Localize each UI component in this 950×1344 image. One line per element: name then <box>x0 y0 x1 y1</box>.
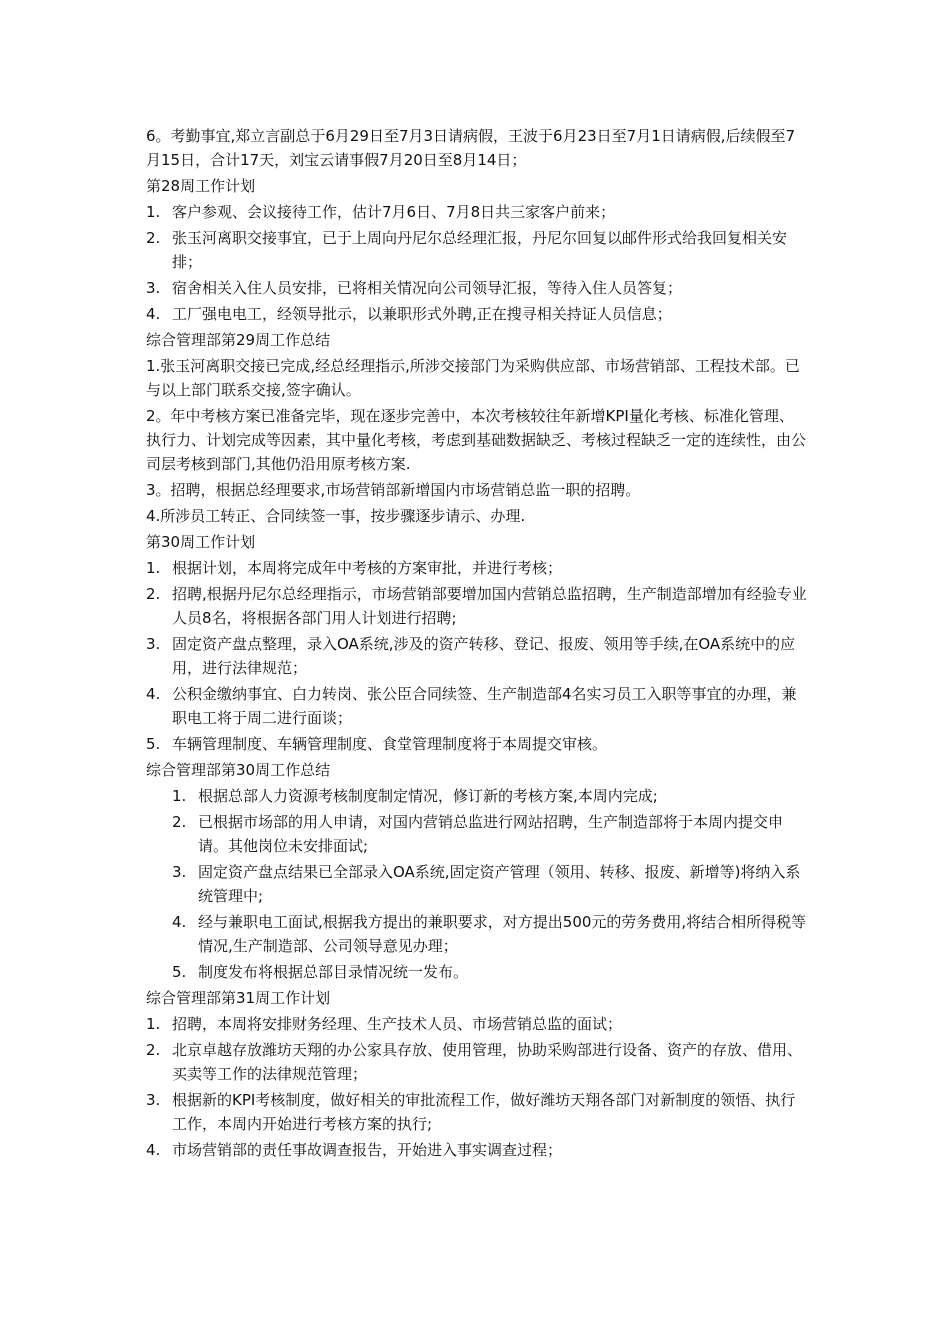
paragraph: 3。招聘，根据总经理要求,市场营销部新增国内市场营销总监一职的招聘。 <box>146 481 641 499</box>
document-body <box>146 124 808 1164</box>
list-item: 1. 客户参观、会议接待工作，估计7月6日、7月8日共三家客户前来； <box>146 203 616 221</box>
list-item: 4. 经与兼职电工面试,根据我方提出的兼职要求，对方提出500元的劳务费用,将结合相所得税等情况,生产制造部、公司领导意见办理； <box>172 913 807 955</box>
heading-week29-summary: 综合管理部第29周工作总结 <box>146 331 331 349</box>
heading-week31-plan: 综合管理部第31周工作计划 <box>146 989 331 1007</box>
week30-summary-list <box>172 784 808 984</box>
week30-plan-list <box>146 556 808 756</box>
week28-plan-list <box>146 200 808 326</box>
list-item: 3. 根据新的KPI考核制度，做好相关的审批流程工作，做好潍坊天翔各部门对新制度的领悟、执行工作，本周内开始进行考核方案的执行; <box>146 1091 796 1133</box>
list-item: 4. 市场营销部的责任事故调查报告，开始进入事实调查过程； <box>146 1141 563 1159</box>
list-item: 5. 车辆管理制度、车辆管理制度、食堂管理制度将于本周提交审核。 <box>146 735 608 753</box>
list-item: 2. 北京卓越存放潍坊天翔的办公家具存放、使用管理，协助采购部进行设备、资产的存放、借用、买卖等工作的法律规范管理； <box>146 1041 803 1083</box>
paragraph: 4.所涉员工转正、合同续签一事，按步骤逐步请示、办理. <box>146 507 526 525</box>
list-item: 2. 招聘,根据丹尼尔总经理指示，市场营销部要增加国内营销总监招聘，生产制造部增加有经验专业人员8名，将根据各部门用人计划进行招聘; <box>146 585 807 627</box>
list-item: 4. 公积金缴纳事宜、白力转岗、张公臣合同续签、生产制造部4名实习员工入职等事宜的办理，兼职电工将于周二进行面谈； <box>146 685 797 727</box>
list-item: 1. 根据总部人力资源考核制度制定情况，修订新的考核方案,本周内完成; <box>172 787 658 805</box>
list-item: 3. 宿舍相关入住人员安排，已将相关情况向公司领导汇报，等待入住人员答复； <box>146 279 683 297</box>
list-item: 3. 固定资产盘点整理，录入OA系统,涉及的资产转移、登记、报废、领用等手续,在OA系统中的应用，进行法律规范； <box>146 635 796 677</box>
list-item: 1. 根据计划，本周将完成年中考核的方案审批，并进行考核； <box>146 559 563 577</box>
list-item: 4. 工厂强电电工，经领导批示，以兼职形式外聘,正在搜寻相关持证人员信息； <box>146 305 672 323</box>
paragraph: 2。年中考核方案已准备完毕，现在逐步完善中，本次考核较往年新增KPI量化考核、标准化管理、执行力、计划完成等因素，其中量化考核，考虑到基础数据缺乏、考核过程缺乏一定的连续性，由公司层考核到部门,其他仍沿用原考核方案. <box>146 407 807 473</box>
week31-plan-list <box>146 1012 808 1162</box>
heading-week28-plan: 第28周工作计划 <box>146 177 256 195</box>
heading-week30-summary: 综合管理部第30周工作总结 <box>146 761 331 779</box>
list-item: 1. 招聘，本周将安排财务经理、生产技术人员、市场营销总监的面试； <box>146 1015 623 1033</box>
paragraph-attendance: 6。考勤事宜,郑立言副总于6月29日至7月3日请病假，王波于6月23日至7月1日请病假,后续假至7月15日，合计17天，刘宝云请事假7月20日至8月14日； <box>146 127 796 169</box>
heading-week30-plan: 第30周工作计划 <box>146 533 256 551</box>
list-item: 2. 已根据市场部的用人申请，对国内营销总监进行网站招聘，生产制造部将于本周内提交申请。其他岗位未安排面试; <box>172 813 784 855</box>
paragraph: 1.张玉河离职交接已完成,经总经理指示,所涉交接部门为采购供应部、市场营销部、工程技术部。已与以上部门联系交接,签字确认。 <box>146 357 800 399</box>
list-item: 5. 制度发布将根据总部目录情况统一发布。 <box>172 963 469 981</box>
list-item: 3. 固定资产盘点结果已全部录入OA系统,固定资产管理（领用、转移、报废、新增等)将纳入系统管理中; <box>172 863 801 905</box>
list-item: 2. 张玉河离职交接事宜，已于上周向丹尼尔总经理汇报，丹尼尔回复以邮件形式给我回复相关安排； <box>146 229 788 271</box>
